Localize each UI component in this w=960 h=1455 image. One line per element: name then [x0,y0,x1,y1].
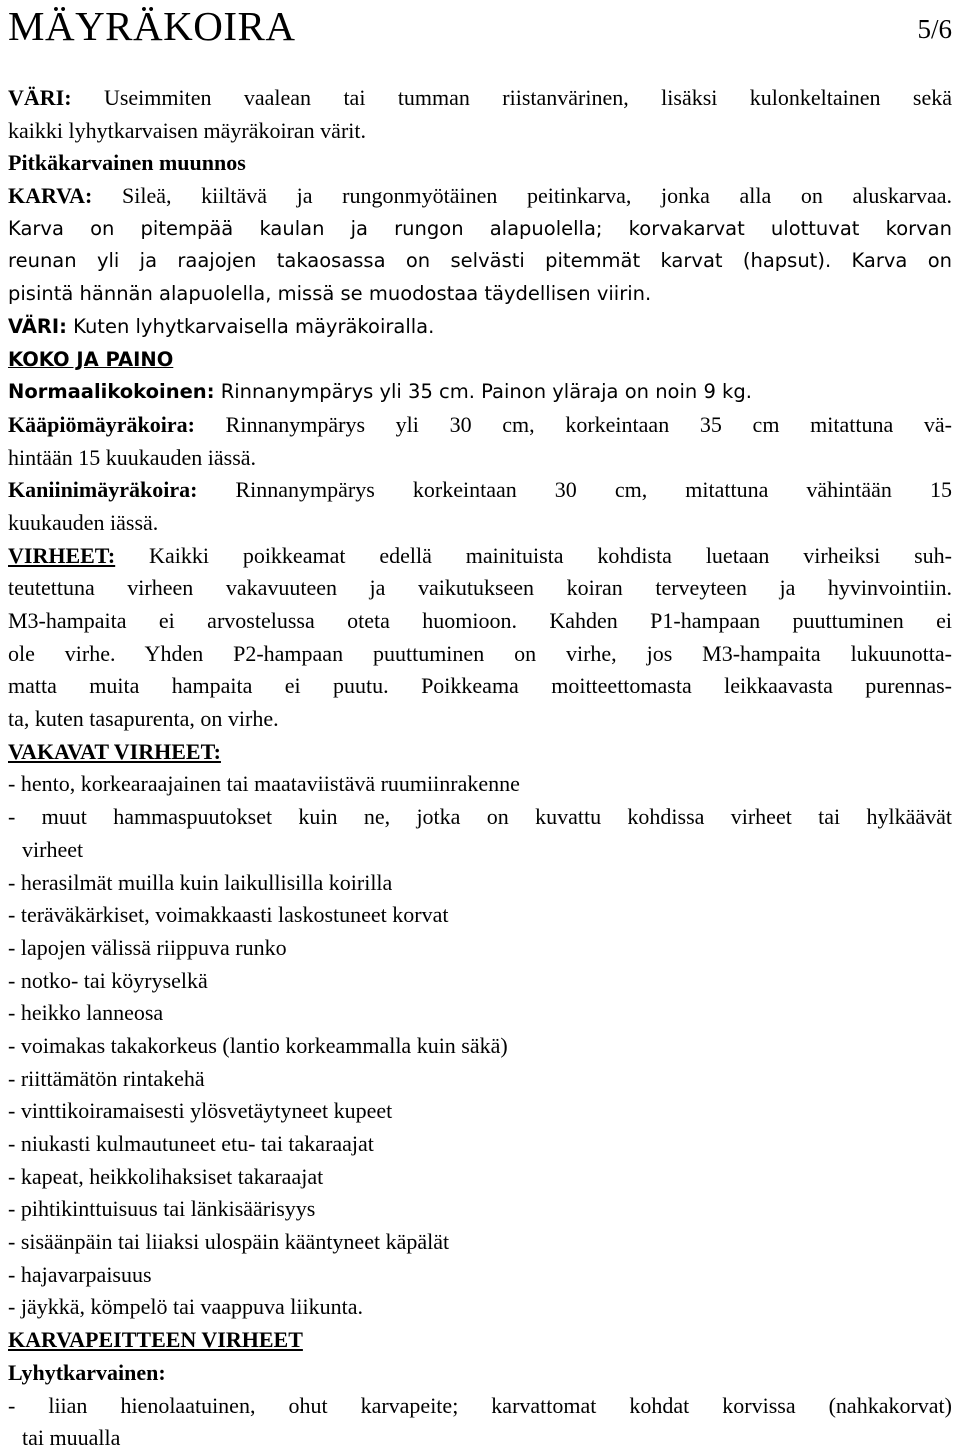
line-text: kuukauden iässä. [8,509,159,535]
text-line [8,932,952,965]
line-text: Rinnanympärys korkeintaan 30 cm, mitattuna vähintään 15 [197,477,952,503]
line-text: Karva on pitempää kaulan ja rungon alapuolella; korvakarvat ulottuvat korvan [8,216,952,240]
text-line [8,834,952,867]
line-text: ole virhe. Yhden P2-hampaan puuttuminen on virhe, jos M3-hampaita lukuunotta- [8,640,952,666]
bold-label: VIRHEET: [8,542,116,568]
text-line [8,1095,952,1128]
text-line [8,213,952,246]
text-line [8,245,952,278]
line-text: - sisäänpäin tai liiaksi ulospäin kääntyneet käpälät [8,1229,450,1255]
line-text: hintään 15 kuukauden iässä. [8,444,257,470]
line-text: - jäykkä, kömpelö tai vaappuva liikunta. [8,1294,363,1320]
line-text: kaikki lyhytkarvaisen mäyräkoiran värit. [8,117,366,143]
line-text: Useimmiten vaalean tai tumman riistanvärinen, lisäksi kulonkeltainen sekä [71,85,952,110]
text-line [8,278,952,311]
text-line [8,1324,952,1357]
bold-label: KARVAPEITTEEN VIRHEET [8,1327,303,1353]
bold-label: Normaalikokoinen: [8,380,215,404]
text-line [8,442,952,475]
text-line [8,670,952,703]
line-text: tai muualla [22,1425,121,1451]
text-line [8,147,952,180]
text-line [8,474,952,507]
line-text: Kaikki poikkeamat edellä mainituista kohdista luetaan virheiksi suh- [115,542,952,568]
line-text: - voimakas takakorkeus (lantio korkeammalla kuin säkä) [8,1032,508,1058]
line-text: virheet [22,836,84,862]
text-line [8,115,952,148]
line-text: - niukasti kulmautuneet etu- tai takaraajat [8,1131,374,1156]
text-line [8,1030,952,1063]
bold-label: VÄRI: [8,314,67,338]
text-line [8,965,952,998]
text-line [8,311,952,344]
line-text: Rinnanympärys yli 35 cm. Painon yläraja on noin 9 kg. [214,380,752,404]
text-line [8,867,952,900]
document-page [8,0,952,1451]
text-line [8,1063,952,1096]
text-line [8,180,952,213]
line-text: teutettuna virheen vakavuuteen ja vaikutukseen koiran terveyteen ja hyvinvointiin. [8,575,952,601]
line-text: matta muita hampaita ei puutu. Poikkeama moitteettomasta leikkaavasta purennas- [8,673,952,699]
text-line [8,572,952,605]
line-text: - notko- tai köyryselkä [8,967,208,993]
text-line [8,1128,952,1161]
text-line [8,1161,952,1194]
text-line [8,1390,952,1423]
line-text: ta, kuten tasapurenta, on virhe. [8,706,279,732]
text-line [8,540,952,573]
bold-label: KARVA: [8,183,93,209]
line-text: Sileä, kiiltävä ja rungonmyötäinen peitinkarva, jonka alla on aluskarvaa. [92,183,952,209]
line-text: M3-hampaita ei arvostelussa oteta huomioon. Kahden P1-hampaan puuttuminen ei [8,608,952,633]
page-header [8,0,952,62]
bold-label: VÄRI: [8,85,72,110]
text-line [8,768,952,801]
text-line [8,997,952,1030]
line-text: - heikko lanneosa [8,1000,164,1026]
text-line [8,801,952,834]
line-text: - teräväkärkiset, voimakkaasti laskostuneet korvat [8,902,449,928]
line-text: pisintä hännän alapuolella, missä se muodostaa täydellisen viirin. [8,282,652,306]
bold-label: KOKO JA PAINO [8,347,174,371]
text-line [8,899,952,932]
line-text: - lapojen välissä riippuva runko [8,934,287,960]
document-title: MÄYRÄKOIRA [8,3,296,49]
text-line [8,638,952,671]
line-text: - hento, korkearaajainen tai maataviistävä ruumiinrakenne [8,771,520,797]
document-body [8,82,952,1455]
bold-label: Pitkäkarvainen muunnos [8,150,246,176]
bold-label: VAKAVAT VIRHEET: [8,738,221,764]
text-line [8,1226,952,1259]
line-text: reunan yli ja raajojen takaosassa on selvästi pitemmät karvat (hapsut). Karva on [8,249,952,273]
text-line [8,1259,952,1292]
text-line [8,736,952,769]
line-text: Kuten lyhytkarvaisella mäyräkoiralla. [66,314,435,338]
text-line [8,376,952,409]
text-line [8,1193,952,1226]
line-text: - muut hammaspuutokset kuin ne, jotka on kuvattu kohdissa virheet tai hylkäävät [8,804,952,830]
text-line [8,344,952,377]
line-text: - liian hienolaatuinen, ohut karvapeite; karvattomat kohdat korvissa (nahkakorvat) [8,1392,952,1418]
line-text: - kapeat, heikkolihaksiset takaraajat [8,1163,324,1189]
text-line [8,605,952,638]
line-text: - pihtikinttuisuus tai länkisäärisyys [8,1196,316,1222]
line-text: - hajavarpaisuus [8,1261,152,1287]
text-line [8,1422,952,1455]
bold-label: Kaniinimäyräkoira: [8,477,198,503]
line-text: - herasilmät muilla kuin laikullisilla koirilla [8,869,393,895]
text-line [8,1291,952,1324]
text-line [8,409,952,442]
text-line [8,703,952,736]
line-text: Rinnanympärys yli 30 cm, korkeintaan 35 cm mitattuna vä- [195,411,952,437]
text-line [8,507,952,540]
line-text: - riittämätön rintakehä [8,1065,205,1091]
text-line [8,82,952,115]
bold-label: Lyhytkarvainen: [8,1359,166,1385]
page-number: 5/6 [917,14,952,44]
text-line [8,1357,952,1390]
line-text: - vinttikoiramaisesti ylösvetäytyneet kupeet [8,1098,393,1124]
bold-label: Kääpiömäyräkoira: [8,411,195,437]
